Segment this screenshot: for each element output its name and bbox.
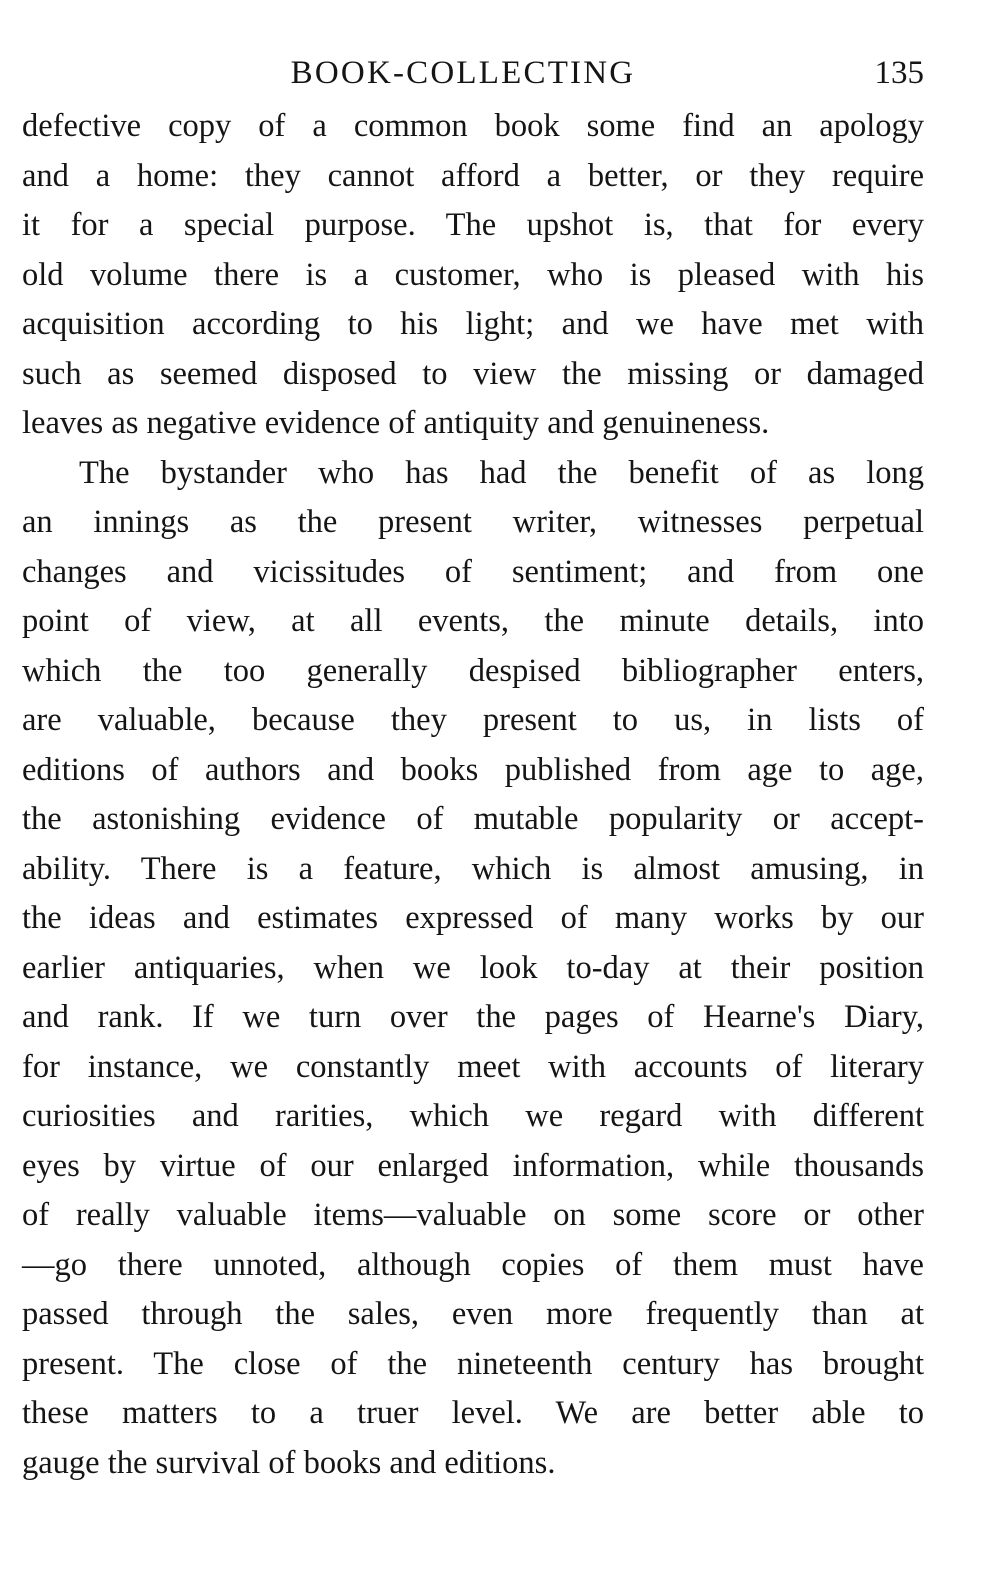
paragraph-continued: [22, 102, 924, 449]
text-line: acquisition according to his light; and we have met with: [22, 306, 924, 342]
text-line: The bystander who has had the benefit of as long: [79, 454, 924, 491]
text-line: such as seemed disposed to view the missing or damaged: [22, 355, 924, 392]
text-line: defective copy of a common book some find an apology: [22, 108, 924, 144]
text-line: the ideas and estimates expressed of many works by our: [22, 900, 924, 936]
text-line: these matters to a truer level. We are better able to: [22, 1395, 924, 1431]
text-line: earlier antiquaries, when we look to-day at their position: [22, 949, 924, 986]
text-line: present. The close of the nineteenth century has brought: [22, 1345, 924, 1382]
text-line: point of view, at all events, the minute details, into: [22, 603, 924, 639]
text-line: —go there unnoted, although copies of them must have: [22, 1246, 924, 1283]
book-page: [22, 44, 924, 1488]
page-number: 135: [874, 55, 924, 91]
paragraph-bystander: [22, 449, 924, 1489]
text-line: gauge the survival of books and editions.: [22, 1444, 556, 1481]
text-line: are valuable, because they present to us, in lists of: [22, 702, 924, 738]
text-line: passed through the sales, even more frequently than at: [22, 1296, 924, 1332]
body-text: [22, 102, 924, 1488]
running-header: [22, 44, 924, 102]
text-line: eyes by virtue of our enlarged information, while thousands: [22, 1147, 924, 1184]
running-title: BOOK-COLLECTING: [290, 55, 636, 91]
text-line: old volume there is a customer, who is pleased with his: [22, 256, 924, 293]
text-line: an innings as the present writer, witnesses perpetual: [22, 504, 924, 540]
text-line: it for a special purpose. The upshot is, that for every: [22, 207, 924, 243]
text-line: editions of authors and books published from age to age,: [22, 751, 924, 788]
text-line: curiosities and rarities, which we regard with different: [22, 1098, 924, 1134]
text-line: and a home: they cannot afford a better, or they require: [22, 157, 924, 194]
text-line: changes and vicissitudes of sentiment; and from one: [22, 553, 924, 590]
text-line: and rank. If we turn over the pages of Hearne's Diary,: [22, 999, 924, 1035]
text-line: of really valuable items—valuable on some score or other: [22, 1197, 924, 1233]
text-line: ability. There is a feature, which is almost amusing, in: [22, 850, 924, 887]
text-line: which the too generally despised bibliographer enters,: [22, 652, 924, 689]
text-line: leaves as negative evidence of antiquity and genuineness.: [22, 405, 770, 441]
text-line: the astonishing evidence of mutable popularity or accept-: [22, 801, 924, 837]
text-line: for instance, we constantly meet with accounts of literary: [22, 1048, 924, 1085]
